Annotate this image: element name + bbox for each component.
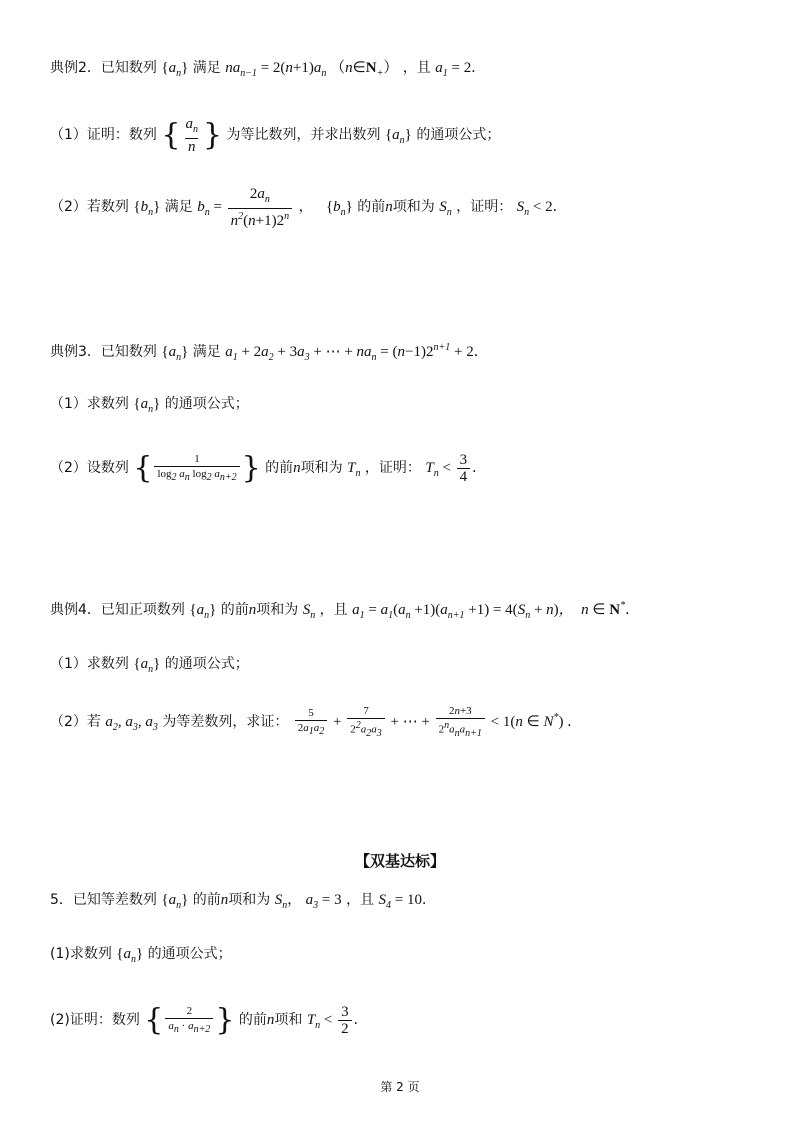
- ex3-statement: 典例3．已知数列 $\{a_n\}$ 满足 $a_1 + 2a_2 + 3a_3$ + ⋯ + $na_n = (n-1)2^{n+1} + 2$．: [50, 342, 488, 363]
- math-tn-lt-3-2: $T_n$ < $\frac{3}{2}$: [307, 1012, 354, 1028]
- q5-part1: (1)求数列 $\{a_n\}$ 的通项公式；: [50, 946, 232, 965]
- ex4-statement: 典例4．已知正项数列 $\{a_n\}$ 的前n项和为 $S_n$ ，且 $a_1 = a_1(a_n +1)(a_{n+1} +1) = 4(S_n + n)$， n ∈ N*．: [50, 600, 640, 621]
- math-sum-relation: $a_1 + 2a_2 + 3a_3$ + ⋯ + $na_n = (n-1)2^{n+1} + 2$: [225, 342, 474, 363]
- ex4-part2: （2）若 $a_2$, $a_3$, $a_3$ 为等差数列，求证： $\frac{5}{2a_1a_2}$ + $\frac{7}{2^2a_2a_3}$ + ⋯ + $\frac{2n+3}{2^na_na_{n+1}}$ < 1(n ∈ N*) ．: [50, 705, 582, 739]
- ex3-part1: （1）求数列 $\{a_n\}$ 的通项公式；: [50, 396, 249, 415]
- math-initial: $a_1 = 2$: [435, 60, 472, 79]
- math-seq-an: $\{a_n\}$: [161, 60, 189, 79]
- section-heading: 【双基达标】: [354, 852, 445, 870]
- page-number: 第 2 页: [380, 1080, 420, 1094]
- math-ex4-inequality: $\frac{5}{2a_1a_2}$ + $\frac{7}{2^2a_2a_3}$ + ⋯ + $\frac{2n+3}{2^na_na_{n+1}}$ < 1(n ∈ N*): [293, 714, 567, 730]
- math-recurrence: $na_{n-1} = 2(n+1)a_n$ $(n\in N_+)$: [225, 60, 399, 79]
- ex3-part2: （2）设数列 { $\frac{1}{\log_2 a_n \log_2 a_{n+2}}$ } 的前n项和为 $T_n$ ，证明： $T_n$ < $\frac{3}{4}$ ．: [50, 450, 487, 486]
- math-tn-lt-3-4: $T_n$ < $\frac{3}{4}$: [425, 460, 472, 476]
- math-bn-def: $b_n$ = $\frac{2a_n}{n^2(n+1)2^n}$: [197, 199, 294, 215]
- q5-statement: 5．已知等差数列 $\{a_n\}$ 的前n项和为 $S_n$， $a_3 = 3$ ，且 $S_4 = 10$．: [50, 892, 436, 911]
- ex2-statement: 典例2．已知数列 $\{a_n\}$ 满足 $na_{n-1} = 2(n+1)a_n$ $(n\in N_+)$ ，且 $a_1 = 2$．: [50, 60, 486, 79]
- math-seq-an-over-n: { $\frac{a_n}{n}$ }: [161, 116, 223, 155]
- math-q5-seq: { $\frac{2}{a_n \cdot a_{n+2}}$ }: [144, 1002, 235, 1038]
- math-s4: $S_4 = 10$: [378, 892, 422, 911]
- math-sn-lt-2: $S_n < 2$: [516, 198, 553, 218]
- math-log-seq: { $\frac{1}{\log_2 a_n \log_2 a_{n+2}}$ }: [133, 450, 261, 486]
- ex4-part1: （1）求数列 $\{a_n\}$ 的通项公式；: [50, 656, 249, 675]
- math-a3: $a_3 = 3$: [305, 892, 342, 911]
- ex2-part2: （2）若数列 $\{b_n\}$ 满足 $b_n$ = $\frac{2a_n}{n^2(n+1)2^n}$ ， $\{b_n\}$ 的前n项和为 $S_n$ ，证明： $S_n < 2$．: [50, 186, 567, 229]
- q5-part2: (2)证明：数列 { $\frac{2}{a_n \cdot a_{n+2}}$ } 的前n项和 $T_n$ < $\frac{3}{2}$ ．: [50, 1002, 368, 1038]
- math-ex4-relation: $a_1 = a_1(a_n +1)(a_{n+1} +1) = 4(S_n + n)$， n ∈ N*: [352, 600, 626, 621]
- ex2-part1: （1）证明：数列 { $\frac{a_n}{n}$ } 为等比数列，并求出数列 $\{a_n\}$ 的通项公式；: [50, 116, 501, 155]
